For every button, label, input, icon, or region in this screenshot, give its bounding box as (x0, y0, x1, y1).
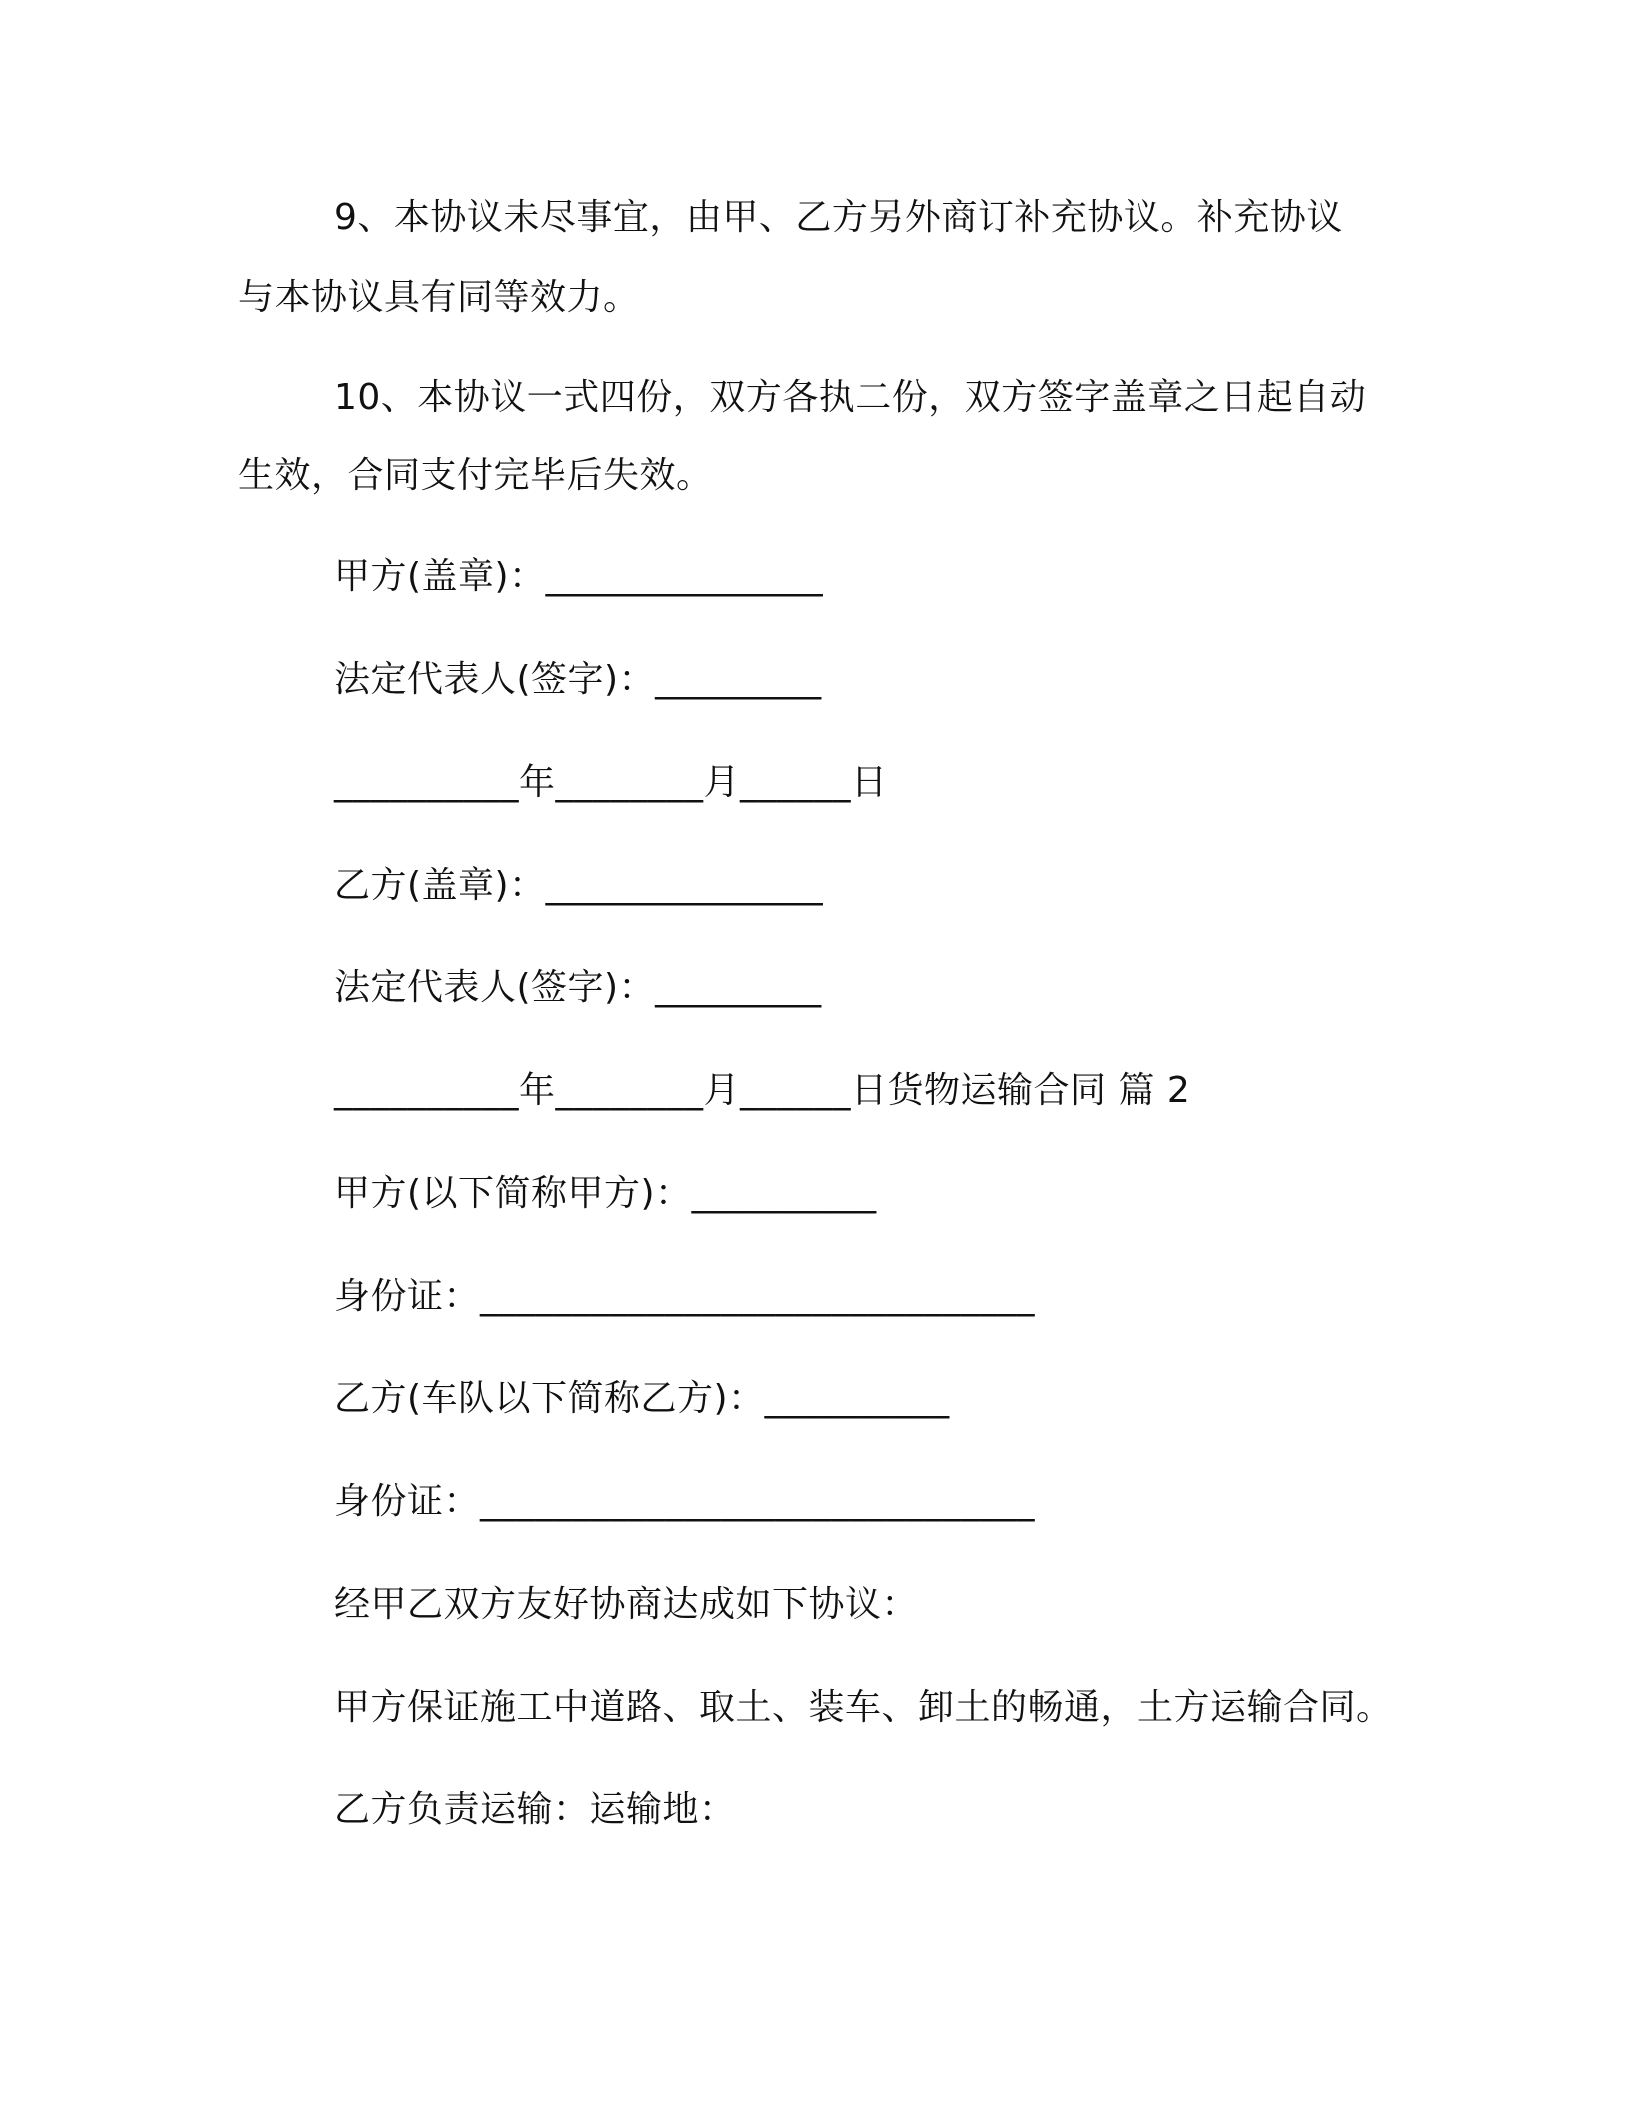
party-a-date-line: __________年________月______日 (334, 762, 888, 803)
section2-party-b-id-line: 身份证：______________________________ (334, 1481, 1036, 1522)
clause-10-line-2: 生效，合同支付完毕后失效。 (238, 455, 713, 496)
party-a-seal-line: 甲方(盖章)：_______________ (334, 556, 824, 597)
clause-9-line-1: 9、本协议未尽事宜，由甲、乙方另外商订补充协议。补充协议 (334, 197, 1343, 238)
party-a-guarantee-line: 甲方保证施工中道路、取土、装车、卸土的畅通，土方运输合同。 (334, 1687, 1393, 1728)
clause-10-line-1: 10、本协议一式四份，双方各执二份，双方签字盖章之日起自动 (334, 377, 1367, 418)
party-b-representative-line: 法定代表人(签字)：_________ (334, 967, 822, 1008)
party-b-seal-line: 乙方(盖章)：_______________ (334, 865, 824, 906)
party-b-transport-line: 乙方负责运输：运输地： (334, 1789, 736, 1830)
section2-party-a-line: 甲方(以下简称甲方)：__________ (334, 1173, 877, 1214)
section2-party-b-line: 乙方(车队以下简称乙方)：__________ (334, 1378, 950, 1419)
party-b-date-and-section-title: __________年________月______日货物运输合同 篇 2 (334, 1070, 1191, 1111)
agreement-intro-line: 经甲乙双方友好协商达成如下协议： (334, 1584, 919, 1625)
clause-9-line-2: 与本协议具有同等效力。 (238, 277, 640, 318)
section2-party-a-id-line: 身份证：______________________________ (334, 1276, 1036, 1317)
party-a-representative-line: 法定代表人(签字)：_________ (334, 659, 822, 700)
